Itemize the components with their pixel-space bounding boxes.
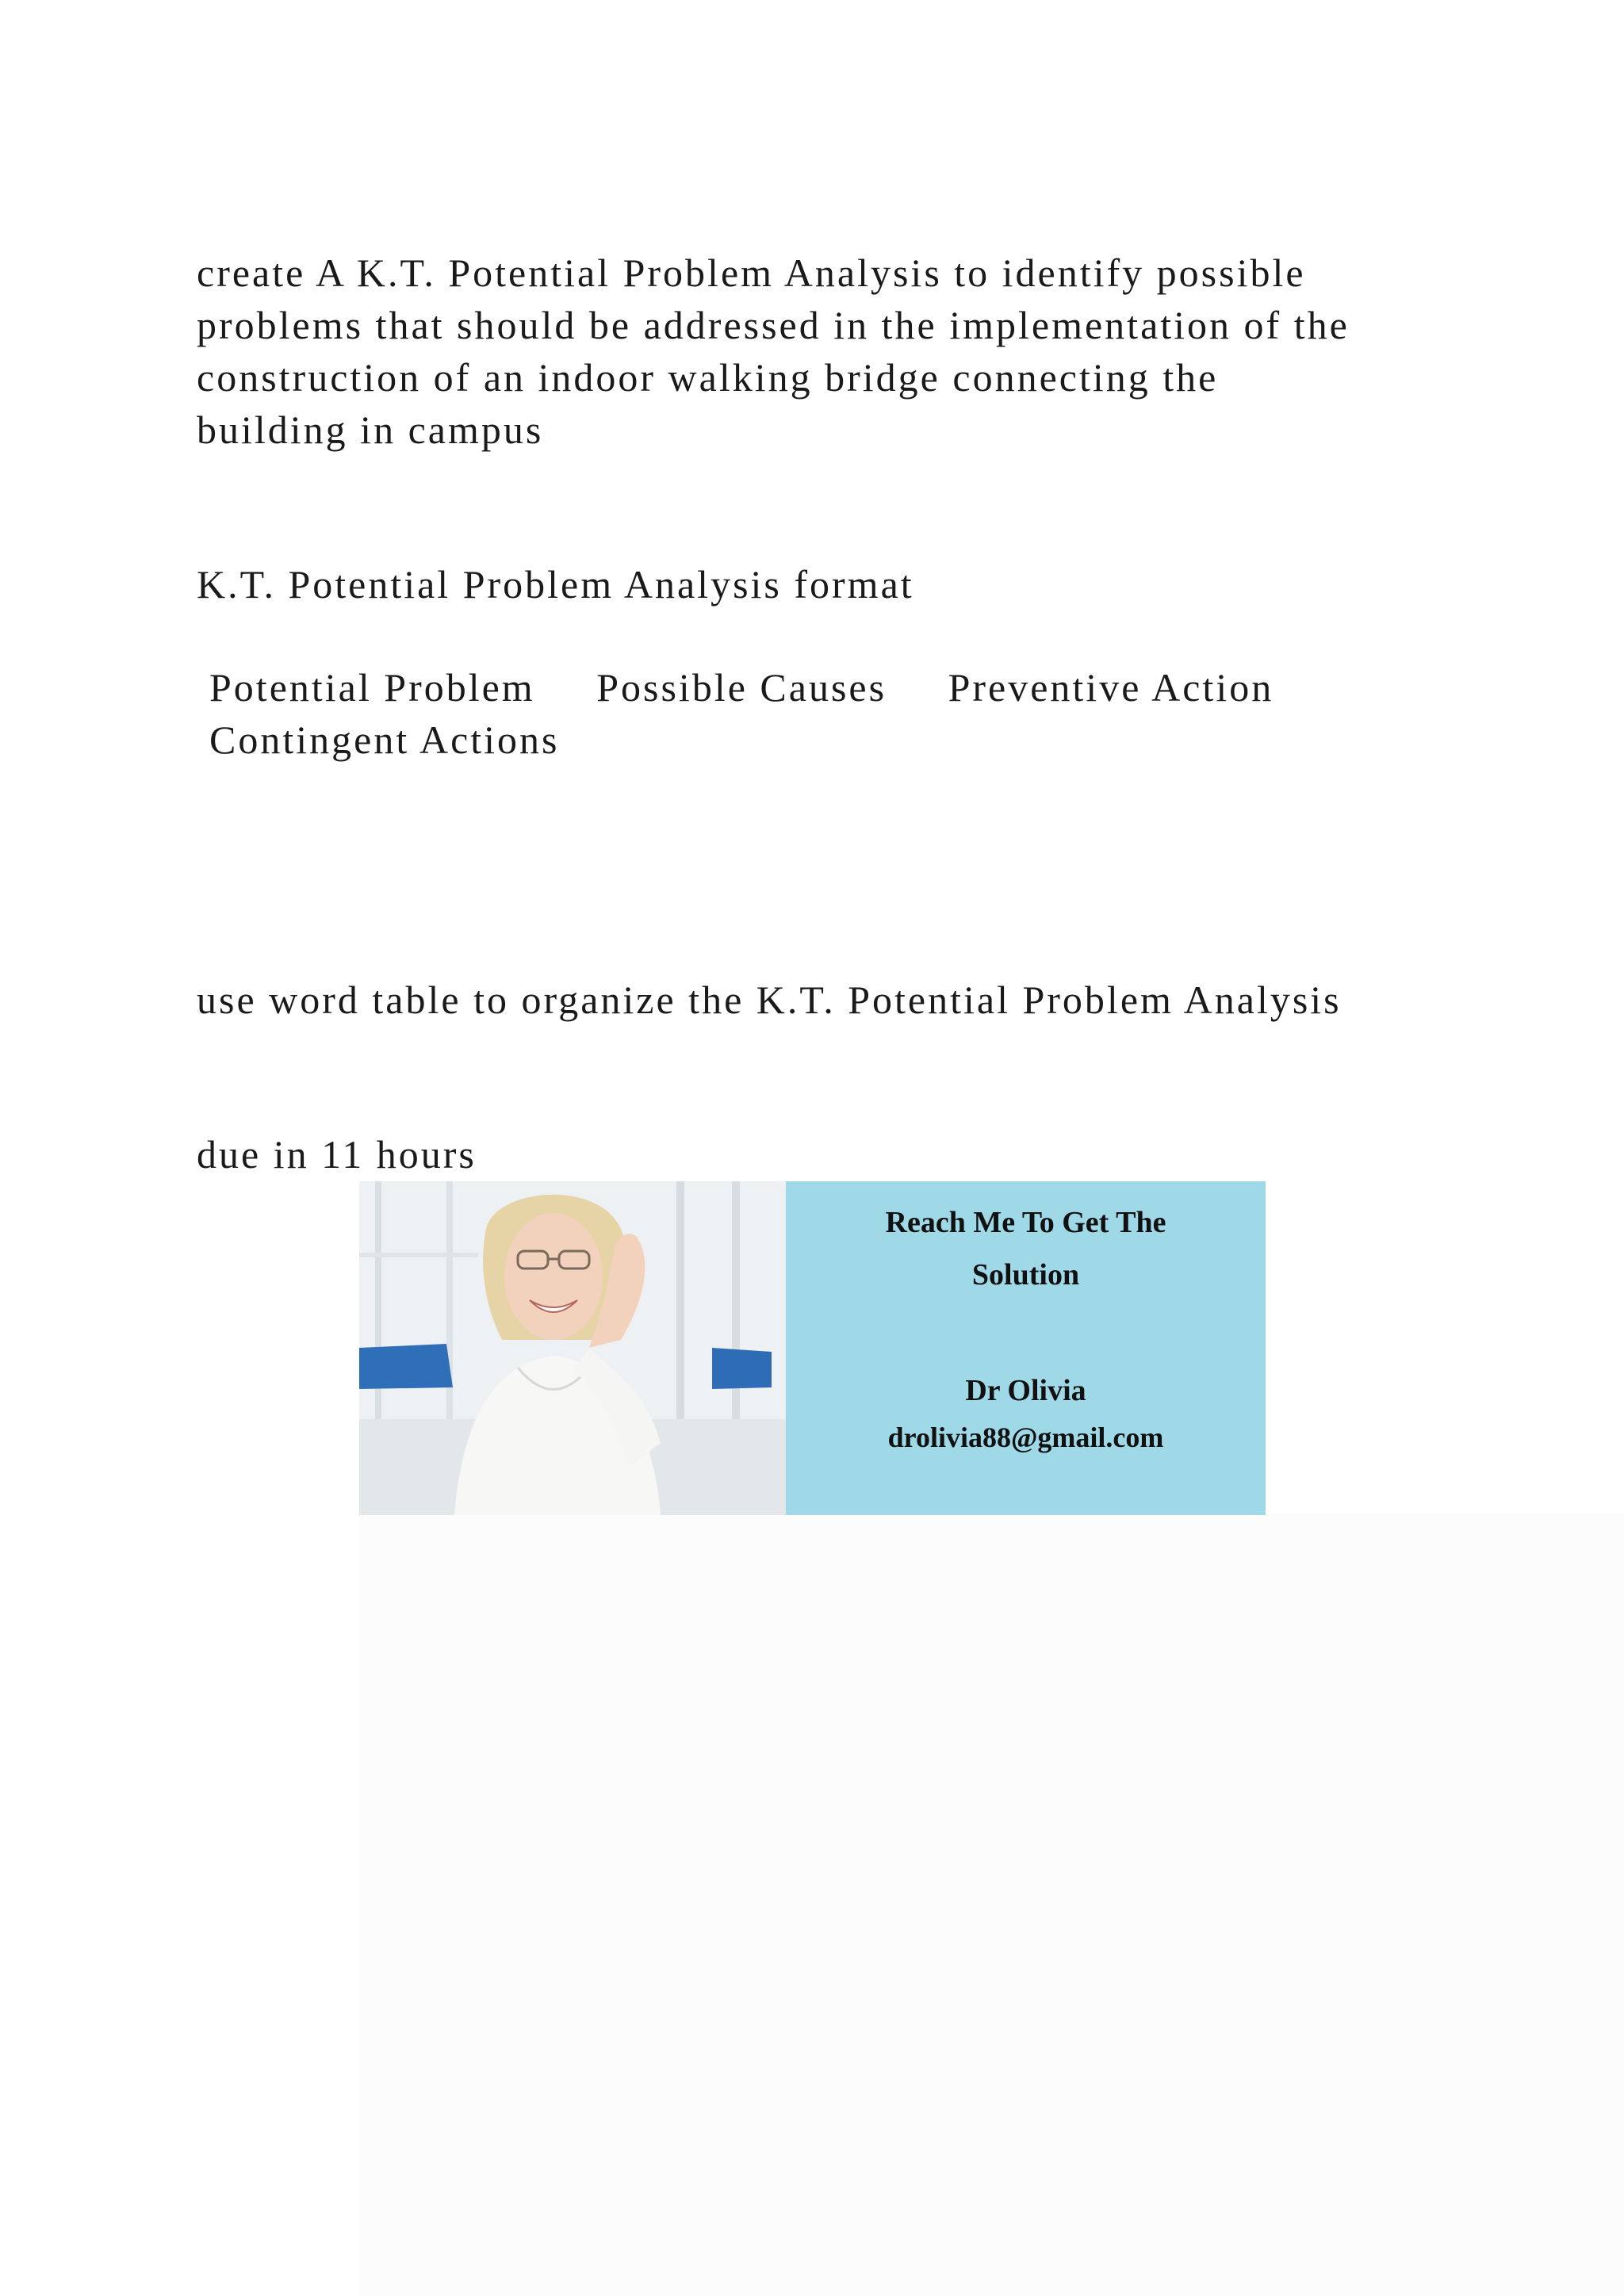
photo-illustration xyxy=(359,1181,786,1515)
banner-line-1: Reach Me To Get The xyxy=(885,1206,1166,1239)
column-potential-problem: Potential Problem xyxy=(209,665,535,710)
contact-panel xyxy=(786,1181,1266,1515)
due-text: due in 11 hours xyxy=(197,1132,477,1177)
blank-region xyxy=(359,1515,1624,2296)
banner-email: drolivia88@gmail.com xyxy=(887,1422,1164,1453)
intro-line-4: building in campus xyxy=(197,408,544,452)
woman-photo xyxy=(359,1181,786,1515)
banner-name: Dr Olivia xyxy=(965,1374,1086,1407)
intro-line-3: construction of an indoor walking bridge connecting the xyxy=(197,355,1219,400)
intro-line-1: create A K.T. Potential Problem Analysis to identify possible xyxy=(197,251,1306,295)
banner-line-2: Solution xyxy=(971,1258,1080,1292)
column-possible-causes: Possible Causes xyxy=(596,665,887,710)
format-columns xyxy=(209,661,1274,766)
instruction-text: use word table to organize the K.T. Potential Problem Analysis xyxy=(197,978,1342,1022)
contact-banner xyxy=(359,1181,1266,1515)
column-preventive-action: Preventive Action xyxy=(948,665,1274,710)
format-heading: K.T. Potential Problem Analysis format xyxy=(197,562,914,607)
column-contingent-actions: Contingent Actions xyxy=(209,718,560,762)
intro-line-2: problems that should be addressed in the implementation of the xyxy=(197,303,1350,347)
intro-paragraph xyxy=(197,247,1350,456)
